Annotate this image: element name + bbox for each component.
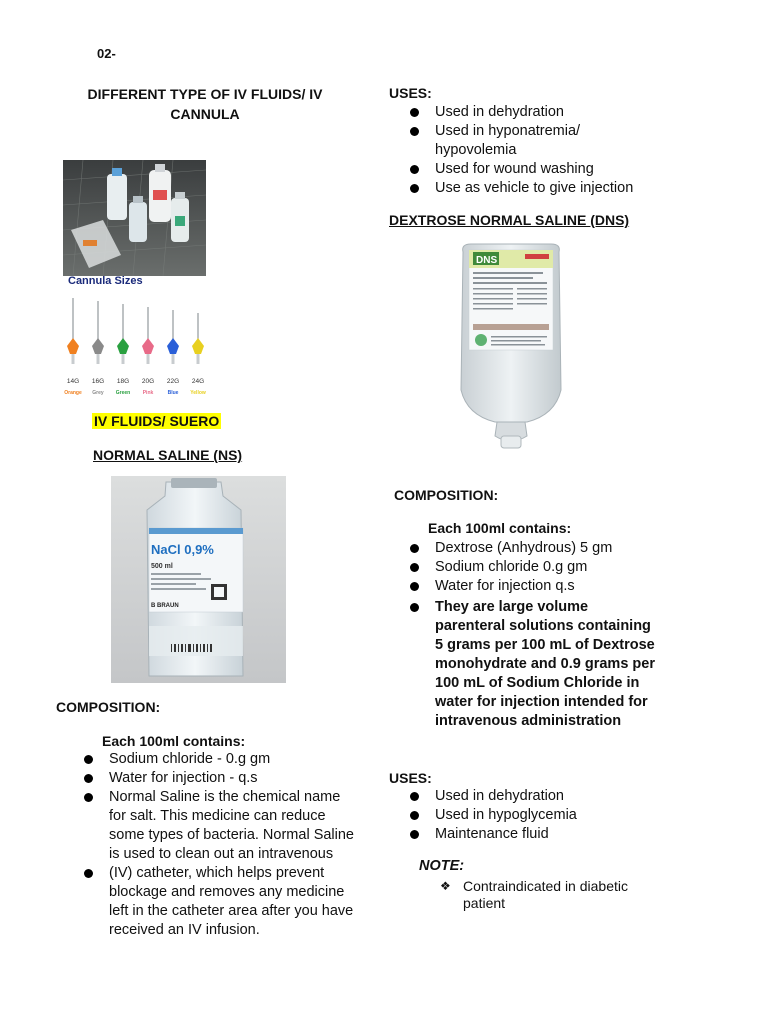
list-item: Used in dehydration (408, 103, 658, 122)
note-list (438, 878, 658, 912)
list-item: Maintenance fluid (408, 825, 668, 844)
cannula-14g (67, 298, 79, 364)
list-item: They are large volume parenteral solutions containing 5 grams per 100 mL of Dextrose monohydrate and 0.9 grams per 100 mL of Sodium Chloride in water for injection intended for intravenous administration (408, 598, 655, 731)
list-item: ❖ Contraindicated in diabetic patient (438, 878, 663, 912)
cannula-color-label: Orange (64, 390, 82, 396)
cannula-sizes-chart (63, 274, 206, 402)
dns-composition-heading: COMPOSITION: (394, 487, 499, 503)
list-item: Water for injection q.s (408, 577, 668, 596)
ns-composition-heading: COMPOSITION: (56, 699, 161, 715)
normal-saline-heading: NORMAL SALINE (NS) (93, 447, 243, 463)
normal-saline-bottle-photo (111, 476, 286, 683)
iv-bottles-photo (63, 160, 206, 276)
cannula-gauge-label: 18G (116, 378, 130, 385)
list-item: Used for wound washing (408, 160, 658, 179)
list-item: Normal Saline is the chemical name for salt. This medicine can reduce some types of bacteria. Normal Saline is used to clean out an intravenous (82, 788, 354, 864)
page-number: 02- (97, 46, 116, 58)
cannula-gauge-label: 24G (191, 378, 205, 385)
dns-composition-list (408, 539, 668, 731)
cannula-color-label: Green (115, 390, 131, 396)
list-item: Use as vehicle to give injection (408, 179, 658, 198)
dns-bag-photo (455, 240, 567, 450)
list-item: Used in hyponatremia/ hypovolemia (408, 122, 595, 160)
cannula-illustrations (63, 274, 206, 402)
dns-uses-list (408, 787, 668, 844)
cannula-color-label: Pink (142, 390, 154, 396)
list-item: Water for injection - q.s (82, 769, 354, 788)
list-item: Sodium chloride 0.g gm (408, 558, 668, 577)
cannula-gauge-label: 14G (66, 378, 80, 385)
bottle-volume-text: 500 ml (151, 563, 173, 570)
cannula-color-label: Blue (167, 390, 179, 396)
cannula-16g (92, 301, 104, 364)
dns-contains-heading: Each 100ml contains: (428, 520, 572, 536)
cannula-22g (167, 310, 179, 364)
ns-uses-list (408, 103, 658, 198)
note-heading: NOTE: (419, 858, 465, 874)
cannula-color-label: Grey (92, 390, 104, 396)
page-title: DIFFERENT TYPE OF IV FLUIDS/ IV CANNULA (87, 86, 323, 122)
cannula-18g (117, 304, 129, 364)
cannula-color-label: Yellow (190, 390, 206, 396)
cannula-20g (142, 307, 154, 364)
cannula-gauge-label: 16G (91, 378, 105, 385)
cannula-gauge-label: 20G (141, 378, 155, 385)
dns-bag-label-text: DNS (476, 255, 498, 266)
ns-composition-list (82, 750, 354, 940)
dns-heading: DEXTROSE NORMAL SALINE (DNS) (389, 212, 630, 228)
cannula-sizes-heading: Cannula Sizes (68, 275, 143, 287)
bottle-label-text: NaCl 0,9% (151, 542, 214, 557)
iv-fluids-heading: IV FLUIDS/ SUERO (94, 413, 220, 429)
list-item: Sodium chloride - 0.g gm (82, 750, 354, 769)
list-item: (IV) catheter, which helps prevent blockage and removes any medicine left in the catheter area after you have received an IV infusion. (82, 864, 354, 940)
cannula-gauge-label: 22G (166, 378, 180, 385)
list-item: Used in dehydration (408, 787, 668, 806)
list-item: Dextrose (Anhydrous) 5 gm (408, 539, 668, 558)
bottle-brand-text: B BRAUN (151, 603, 179, 609)
list-item: Used in hypoglycemia (408, 806, 668, 825)
ns-contains-heading: Each 100ml contains: (102, 733, 246, 749)
dns-uses-heading: USES: (389, 770, 432, 786)
cannula-24g (192, 313, 204, 364)
ns-uses-heading: USES: (389, 85, 432, 101)
